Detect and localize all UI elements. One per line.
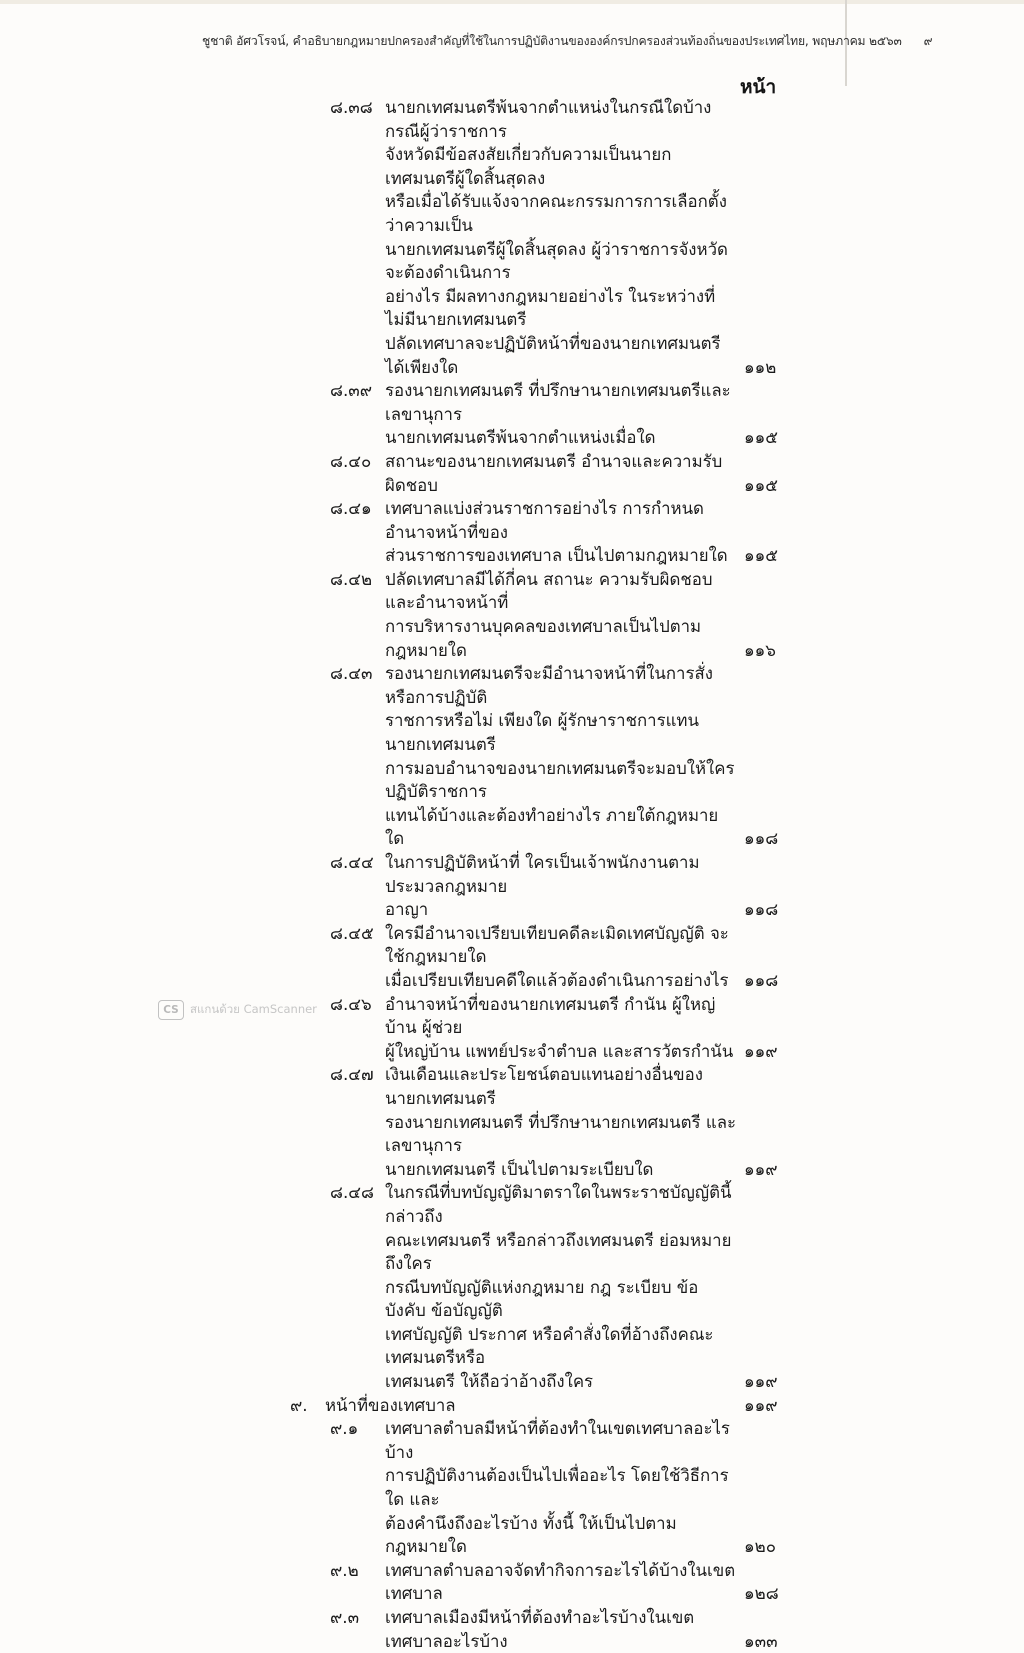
toc-line: เทศบัญญัติ ประกาศ หรือคำสั่งใดที่อ้างถึงคณะเทศมนตรีหรือ — [385, 1323, 714, 1368]
toc-entry-number: ๙.๑ — [330, 1418, 359, 1439]
toc-line: อย่างไร มีผลทางกฎหมายอย่างไร ในระหว่างที่ไม่มีนายกเทศมนตรี — [385, 285, 716, 330]
toc-entry — [290, 497, 802, 568]
scan-artifact-top-strip — [0, 0, 1024, 4]
toc-line: รองนายกเทศมนตรีจะมีอำนาจหน้าที่ในการสั่งหรือการปฏิบัติ — [385, 663, 713, 707]
camscanner-watermark — [158, 1000, 317, 1020]
toc-entry-number: ๘.๔๐ — [330, 450, 372, 471]
toc-entry — [290, 922, 802, 993]
toc-entry-text — [385, 1417, 736, 1559]
page-column-header: หน้า — [740, 76, 777, 98]
toc-entry-number: ๘.๔๔ — [330, 852, 374, 872]
toc-entry — [290, 1606, 802, 1653]
toc-entry — [290, 851, 802, 922]
toc-entry-text — [385, 1559, 736, 1606]
toc-line: ส่วนราชการของเทศบาล เป็นไปตามกฎหมายใด — [385, 545, 728, 566]
toc-entry — [290, 568, 802, 662]
toc-entry-number: ๘.๓๘ — [330, 97, 373, 117]
toc-line: ในกรณีที่บทบัญญัติมาตราใดในพระราชบัญญัตินี้กล่าวถึง — [385, 1182, 732, 1226]
toc-line: การปฏิบัติงานต้องเป็นไปเพื่ออะไร โดยใช้วิธีการใด และ — [385, 1465, 729, 1510]
toc-entry — [290, 1181, 802, 1393]
toc-entry-number: ๙.๒ — [330, 1559, 359, 1580]
toc-line: การมอบอำนาจของนายกเทศมนตรีจะมอบให้ใครปฏิบัติราชการ — [385, 757, 735, 802]
toc-entry-text — [385, 1063, 736, 1181]
toc-entry-page: ๑๑๘ — [744, 899, 779, 920]
toc-entry-text — [385, 662, 736, 851]
toc-line: สถานะของนายกเทศมนตรี อำนาจและความรับผิดชอบ — [385, 450, 723, 495]
page-number: ๙ — [923, 34, 933, 48]
toc-line: แทนได้บ้างและต้องทำอย่างไร ภายใต้กฎหมายใด — [385, 804, 719, 849]
toc-entry — [290, 662, 802, 851]
toc-entry-number: ๘.๔๑ — [330, 498, 372, 519]
toc-entry-page: ๑๑๒ — [744, 356, 777, 377]
toc-line: อาญา — [385, 899, 429, 920]
toc-entry-text — [385, 1606, 736, 1653]
toc-entry-number: ๘.๔๘ — [330, 1182, 374, 1203]
toc-entry-text — [385, 379, 736, 450]
toc-line: ใครมีอำนาจเปรียบเทียบคดีละเมิดเทศบัญญัติ จะใช้กฎหมายใด — [385, 922, 729, 967]
toc-entry-page: ๑๑๘ — [744, 969, 779, 990]
toc-line: ราชการหรือไม่ เพียงใด ผู้รักษาราชการแทนนายกเทศมนตรี — [385, 710, 699, 755]
toc-entry-text — [385, 851, 736, 922]
toc-line: หน้าที่ของเทศบาล — [325, 1394, 456, 1415]
toc-line: นายกเทศมนตรีพ้นจากตำแหน่งในกรณีใดบ้าง กรณีผู้ว่าราชการ — [385, 97, 712, 141]
camscanner-watermark-text: สแกนด้วย CamScanner — [190, 1002, 317, 1016]
toc-entry — [290, 96, 802, 379]
toc-entry-page: ๑๑๕ — [744, 545, 779, 566]
toc-entry-text — [385, 96, 736, 379]
running-header-title: ชูชาติ อัศวโรจน์, คำอธิบายกฎหมายปกครองสำคัญที่ใช้ในการปฏิบัติงานขององค์กรปกครองส่วนท้องถิ่นของประเทศไทย, พฤษภาคม ๒๕๖๓ — [202, 34, 902, 48]
toc-line: เทศมนตรี ให้ถือว่าอ้างถึงใคร — [385, 1371, 594, 1392]
toc-entry-number: ๘.๔๕ — [330, 922, 374, 943]
toc-entry-page: ๑๑๙ — [744, 1158, 778, 1179]
toc-line: จังหวัดมีข้อสงสัยเกี่ยวกับความเป็นนายกเทศมนตรีผู้ใดสิ้นสุดลง — [385, 144, 672, 188]
toc-line: เทศบาลแบ่งส่วนราชการอย่างไร การกำหนดอำนาจหน้าที่ของ — [385, 498, 704, 542]
toc-entry-text — [385, 922, 736, 993]
toc-line: ปลัดเทศบาลจะปฏิบัติหน้าที่ของนายกเทศมนตรีได้เพียงใด — [385, 332, 721, 377]
toc-line: หรือเมื่อได้รับแจ้งจากคณะกรรมการการเลือกตั้งว่าความเป็น — [385, 191, 727, 235]
toc-entry — [290, 1063, 802, 1181]
toc-entry-page: ๑๑๘ — [744, 828, 779, 849]
toc-line: นายกเทศมนตรีผู้ใดสิ้นสุดลง ผู้ว่าราชการจังหวัดจะต้องดำเนินการ — [385, 238, 728, 283]
toc-entry-page: ๑๑๙ — [744, 1394, 778, 1415]
toc-entry-number: ๙.๓ — [330, 1607, 360, 1627]
toc-line: รองนายกเทศมนตรี ที่ปรึกษานายกเทศมนตรี และเลขานุการ — [385, 1111, 737, 1156]
toc-entry-text — [385, 568, 736, 662]
toc-entry — [290, 450, 802, 497]
toc-line: เทศบาลตำบลอาจจัดทำกิจการอะไรได้บ้างในเขตเทศบาล — [385, 1559, 736, 1604]
toc-line: อำนาจหน้าที่ของนายกเทศมนตรี กำนัน ผู้ใหญ่บ้าน ผู้ช่วย — [385, 993, 716, 1038]
toc-entry-text — [325, 1394, 736, 1418]
toc-line: ปลัดเทศบาลมีได้กี่คน สถานะ ความรับผิดชอบ และอำนาจหน้าที่ — [385, 568, 713, 613]
toc-list — [290, 96, 802, 1653]
toc-line: นายกเทศมนตรีพ้นจากตำแหน่งเมื่อใด — [385, 427, 656, 448]
toc-line: เทศบาลเมืองมีหน้าที่ต้องทำอะไรบ้างในเขตเทศบาลอะไรบ้าง — [385, 1607, 695, 1651]
toc-entry-number: ๙. — [290, 1394, 308, 1415]
toc-entry-page: ๑๑๕ — [744, 474, 779, 495]
toc-entry-page: ๑๑๙ — [744, 1040, 778, 1061]
toc-entry-text — [385, 450, 736, 497]
toc-entry — [290, 379, 802, 450]
toc-entry — [290, 1394, 802, 1418]
toc-entry-number: ๘.๔๗ — [330, 1064, 374, 1085]
toc-line: ในการปฏิบัติหน้าที่ ใครเป็นเจ้าพนักงานตามประมวลกฎหมาย — [385, 852, 700, 896]
toc-entry-number: ๘.๔๓ — [330, 663, 373, 684]
toc-line: การบริหารงานบุคคลของเทศบาลเป็นไปตามกฎหมายใด — [385, 616, 702, 660]
toc-entry-text — [385, 1181, 736, 1393]
toc-line: ผู้ใหญ่บ้าน แพทย์ประจำตำบล และสารวัตรกำนัน — [385, 1040, 734, 1061]
toc-entry-text — [385, 993, 736, 1064]
toc-line: เมื่อเปรียบเทียบคดีใดแล้วต้องดำเนินการอย่างไร — [385, 969, 729, 990]
camscanner-logo-icon: CS — [158, 1000, 184, 1020]
toc-entry-number: ๘.๓๙ — [330, 380, 373, 401]
toc-entry-page: ๑๒๐ — [744, 1536, 776, 1557]
toc-line: เงินเดือนและประโยชน์ตอบแทนอย่างอื่นของนายกเทศมนตรี — [385, 1064, 703, 1108]
toc-line: กรณีบทบัญญัติแห่งกฎหมาย กฎ ระเบียบ ข้อบังคับ ข้อบัญญัติ — [385, 1276, 699, 1321]
toc-line: รองนายกเทศมนตรี ที่ปรึกษานายกเทศมนตรีและเลขานุการ — [385, 380, 731, 424]
toc-entry — [290, 1559, 802, 1606]
toc-line: ต้องคำนึงถึงอะไรบ้าง ทั้งนี้ ให้เป็นไปตามกฎหมายใด — [385, 1512, 677, 1557]
toc-line: เทศบาลตำบลมีหน้าที่ต้องทำในเขตเทศบาลอะไรบ้าง — [385, 1418, 730, 1462]
toc-entry-page: ๑๓๓ — [744, 1630, 778, 1651]
toc-line: คณะเทศมนตรี หรือกล่าวถึงเทศมนตรี ย่อมหมายถึงใคร — [385, 1229, 732, 1274]
toc-entry-page: ๑๑๕ — [744, 427, 779, 448]
toc-entry-number: ๘.๔๒ — [330, 568, 373, 589]
toc-entry-page: ๑๒๘ — [744, 1583, 779, 1604]
toc-entry — [290, 1417, 802, 1559]
toc-entry — [290, 993, 802, 1064]
toc-entry-page: ๑๑๙ — [744, 1371, 778, 1392]
toc-entry-page: ๑๑๖ — [744, 639, 776, 660]
toc-entry-text — [385, 497, 736, 568]
running-header — [202, 32, 932, 51]
toc-line: นายกเทศมนตรี เป็นไปตามระเบียบใด — [385, 1158, 654, 1179]
toc-entry-number: ๘.๔๖ — [330, 993, 372, 1014]
